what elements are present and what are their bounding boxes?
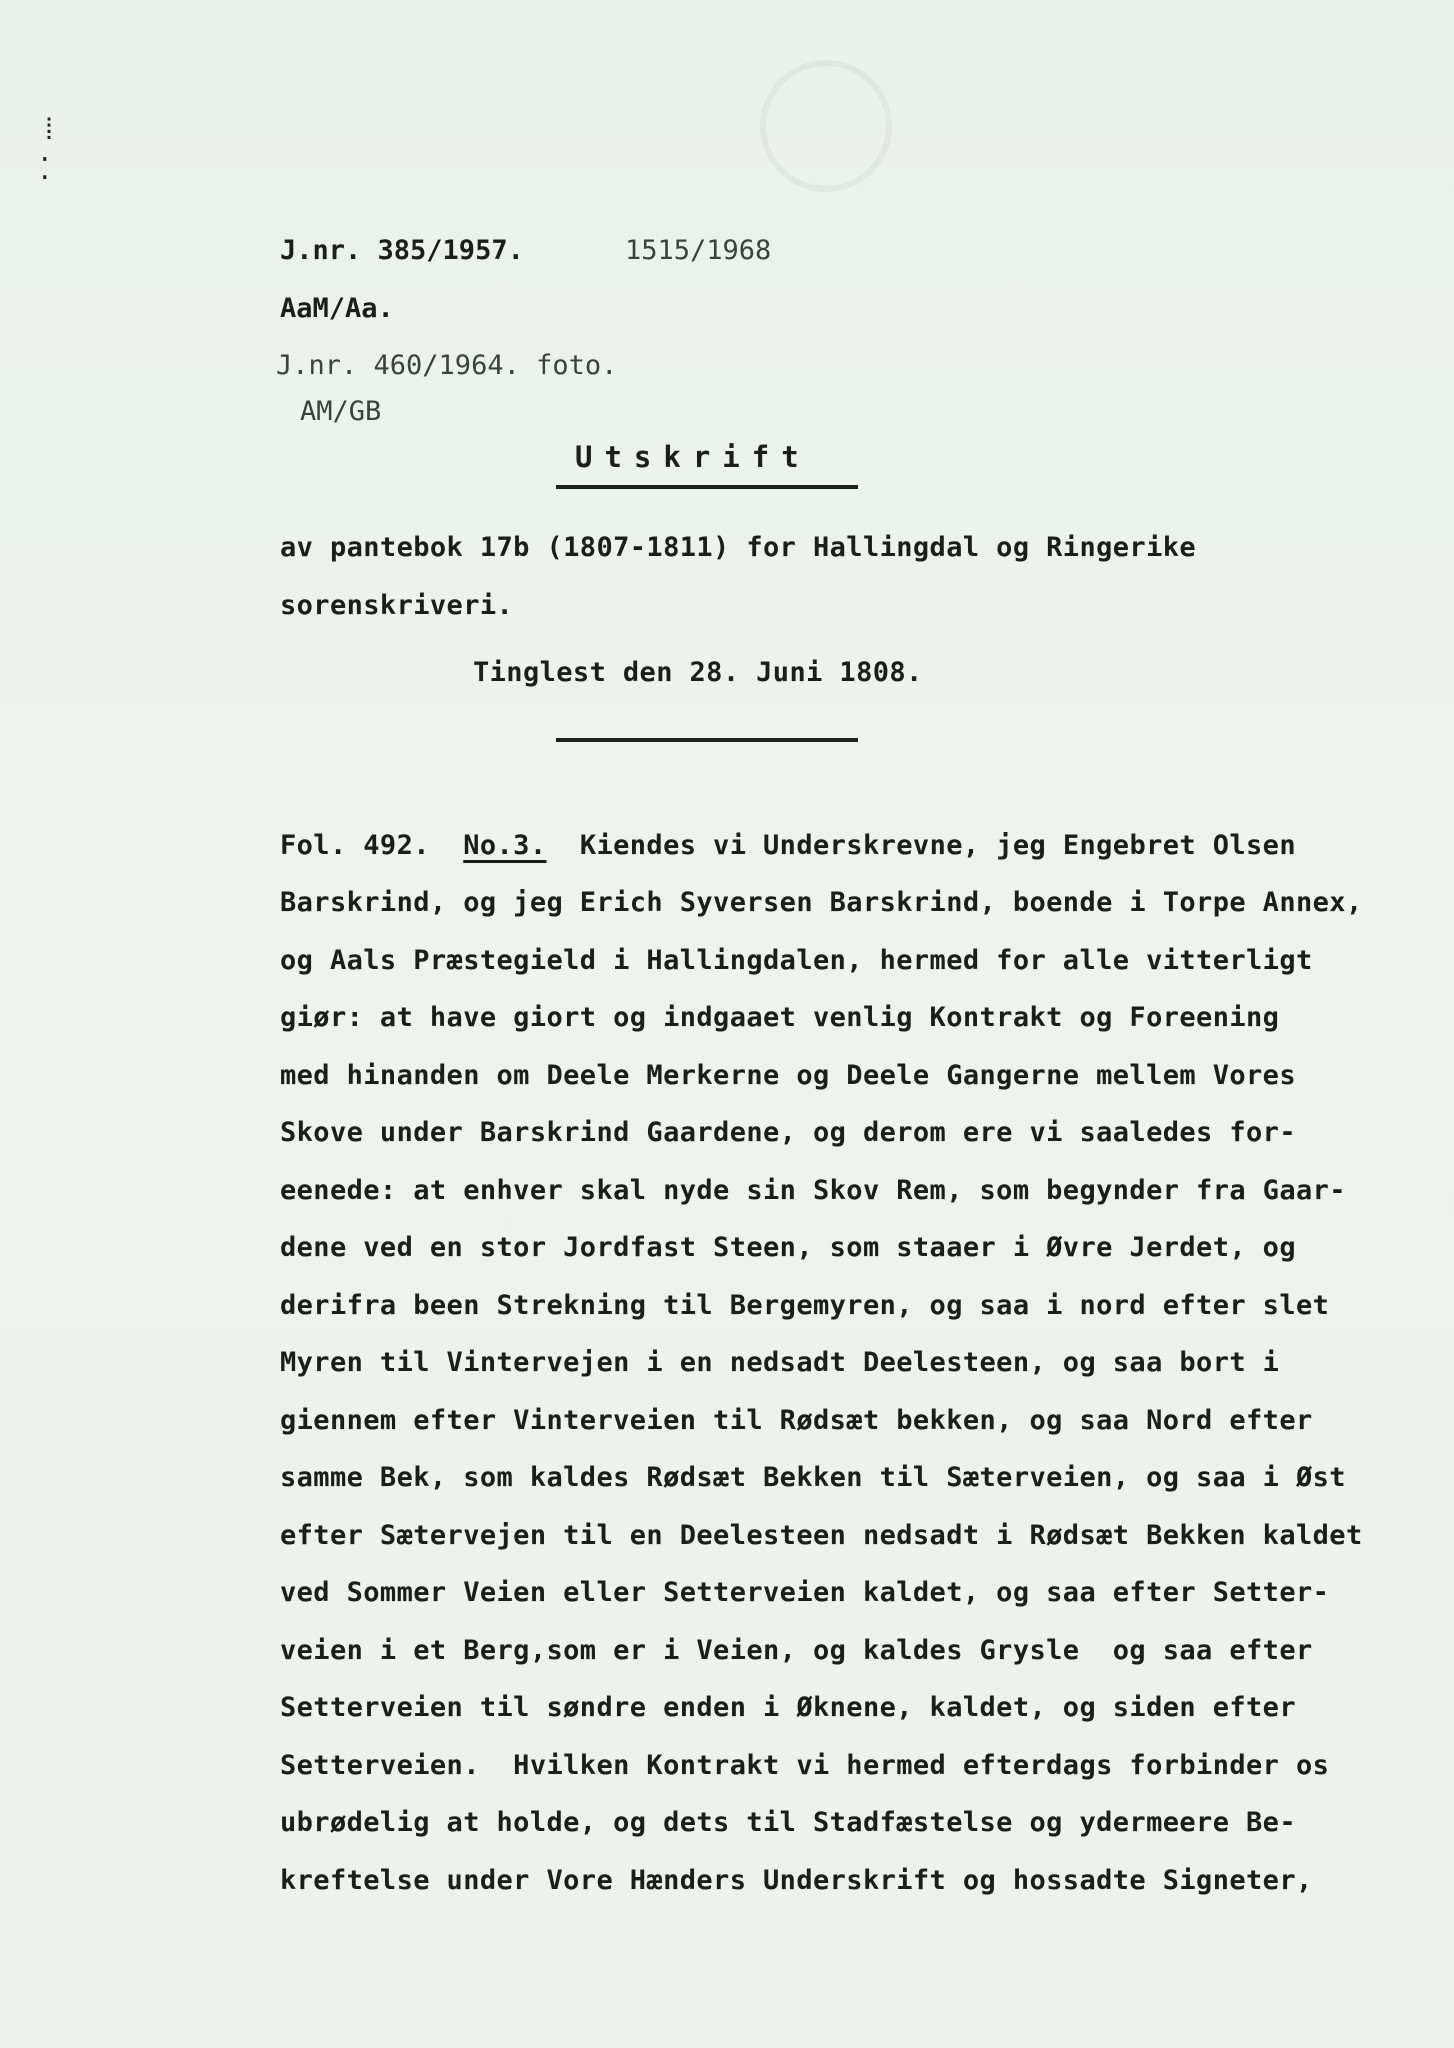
binding-marks: ⁞ ⁚ bbox=[40, 112, 59, 187]
initials-1957: AaM/Aa. bbox=[280, 293, 394, 324]
body-line: efter Sætervejen til en Deelesteen nedsadt i Rødsæt Bekken kaldet bbox=[280, 1520, 1363, 1551]
body-line: Setterveien til søndre enden i Øknene, kaldet, og siden efter bbox=[280, 1692, 1296, 1723]
journal-number-1957: J.nr. 385/1957. bbox=[280, 235, 524, 266]
entry-number: No.3. bbox=[463, 830, 547, 861]
title-underline bbox=[556, 485, 858, 489]
body-line: giennem efter Vinterveien til Rødsæt bekken, og saa Nord efter bbox=[280, 1405, 1313, 1436]
folio-reference: Fol. 492. bbox=[280, 830, 430, 861]
body-line: veien i et Berg,som er i Veien, og kaldes Grysle og saa efter bbox=[280, 1635, 1313, 1666]
body-line: og Aals Præstegield i Hallingdalen, hermed for alle vitterligt bbox=[280, 945, 1313, 976]
initials-1964: AM/GB bbox=[300, 396, 382, 427]
body-line: eenede: at enhver skal nyde sin Skov Rem, som begynder fra Gaar- bbox=[280, 1175, 1346, 1206]
intro-line-1: av pantebok 17b (1807-1811) for Hallingdal og Ringerike bbox=[280, 532, 1197, 563]
body-line-1-text: Kiendes vi Underskrevne, jeg Engebret Olsen bbox=[579, 830, 1296, 861]
journal-number-1968: 1515/1968 bbox=[625, 235, 772, 266]
body-line: Setterveien. Hvilken Kontrakt vi hermed efterdags forbinder os bbox=[280, 1750, 1330, 1781]
body-line-1 bbox=[280, 830, 1296, 861]
tinglest-date: Tinglest den 28. Juni 1808. bbox=[473, 657, 923, 688]
body-line: derifra been Strekning til Bergemyren, og saa i nord efter slet bbox=[280, 1290, 1330, 1321]
faded-stamp bbox=[760, 60, 892, 192]
document-title: Utskrift bbox=[575, 440, 811, 474]
body-line: dene ved en stor Jordfast Steen, som staaer i Øvre Jerdet, og bbox=[280, 1232, 1296, 1263]
body-line: Myren til Vintervejen i en nedsadt Deelesteen, og saa bort i bbox=[280, 1347, 1280, 1378]
body-line: med hinanden om Deele Merkerne og Deele Gangerne mellem Vores bbox=[280, 1060, 1296, 1091]
body-line: Skove under Barskrind Gaardene, og derom ere vi saaledes for- bbox=[280, 1117, 1296, 1148]
section-divider bbox=[556, 738, 858, 742]
body-line: giør: at have giort og indgaaet venlig Kontrakt og Foreening bbox=[280, 1002, 1280, 1033]
body-line: kreftelse under Vore Hænders Underskrift og hossadte Signeter, bbox=[280, 1865, 1313, 1896]
journal-number-1964: J.nr. 460/1964. foto. bbox=[276, 350, 618, 381]
body-line: ved Sommer Veien eller Setterveien kaldet, og saa efter Setter- bbox=[280, 1577, 1330, 1608]
intro-line-2: sorenskriveri. bbox=[280, 590, 514, 621]
body-line: Barskrind, og jeg Erich Syversen Barskrind, boende i Torpe Annex, bbox=[280, 887, 1363, 918]
body-line: samme Bek, som kaldes Rødsæt Bekken til Sæterveien, og saa i Øst bbox=[280, 1462, 1346, 1493]
body-line: ubrødelig at holde, og dets til Stadfæstelse og ydermeere Be- bbox=[280, 1807, 1296, 1838]
